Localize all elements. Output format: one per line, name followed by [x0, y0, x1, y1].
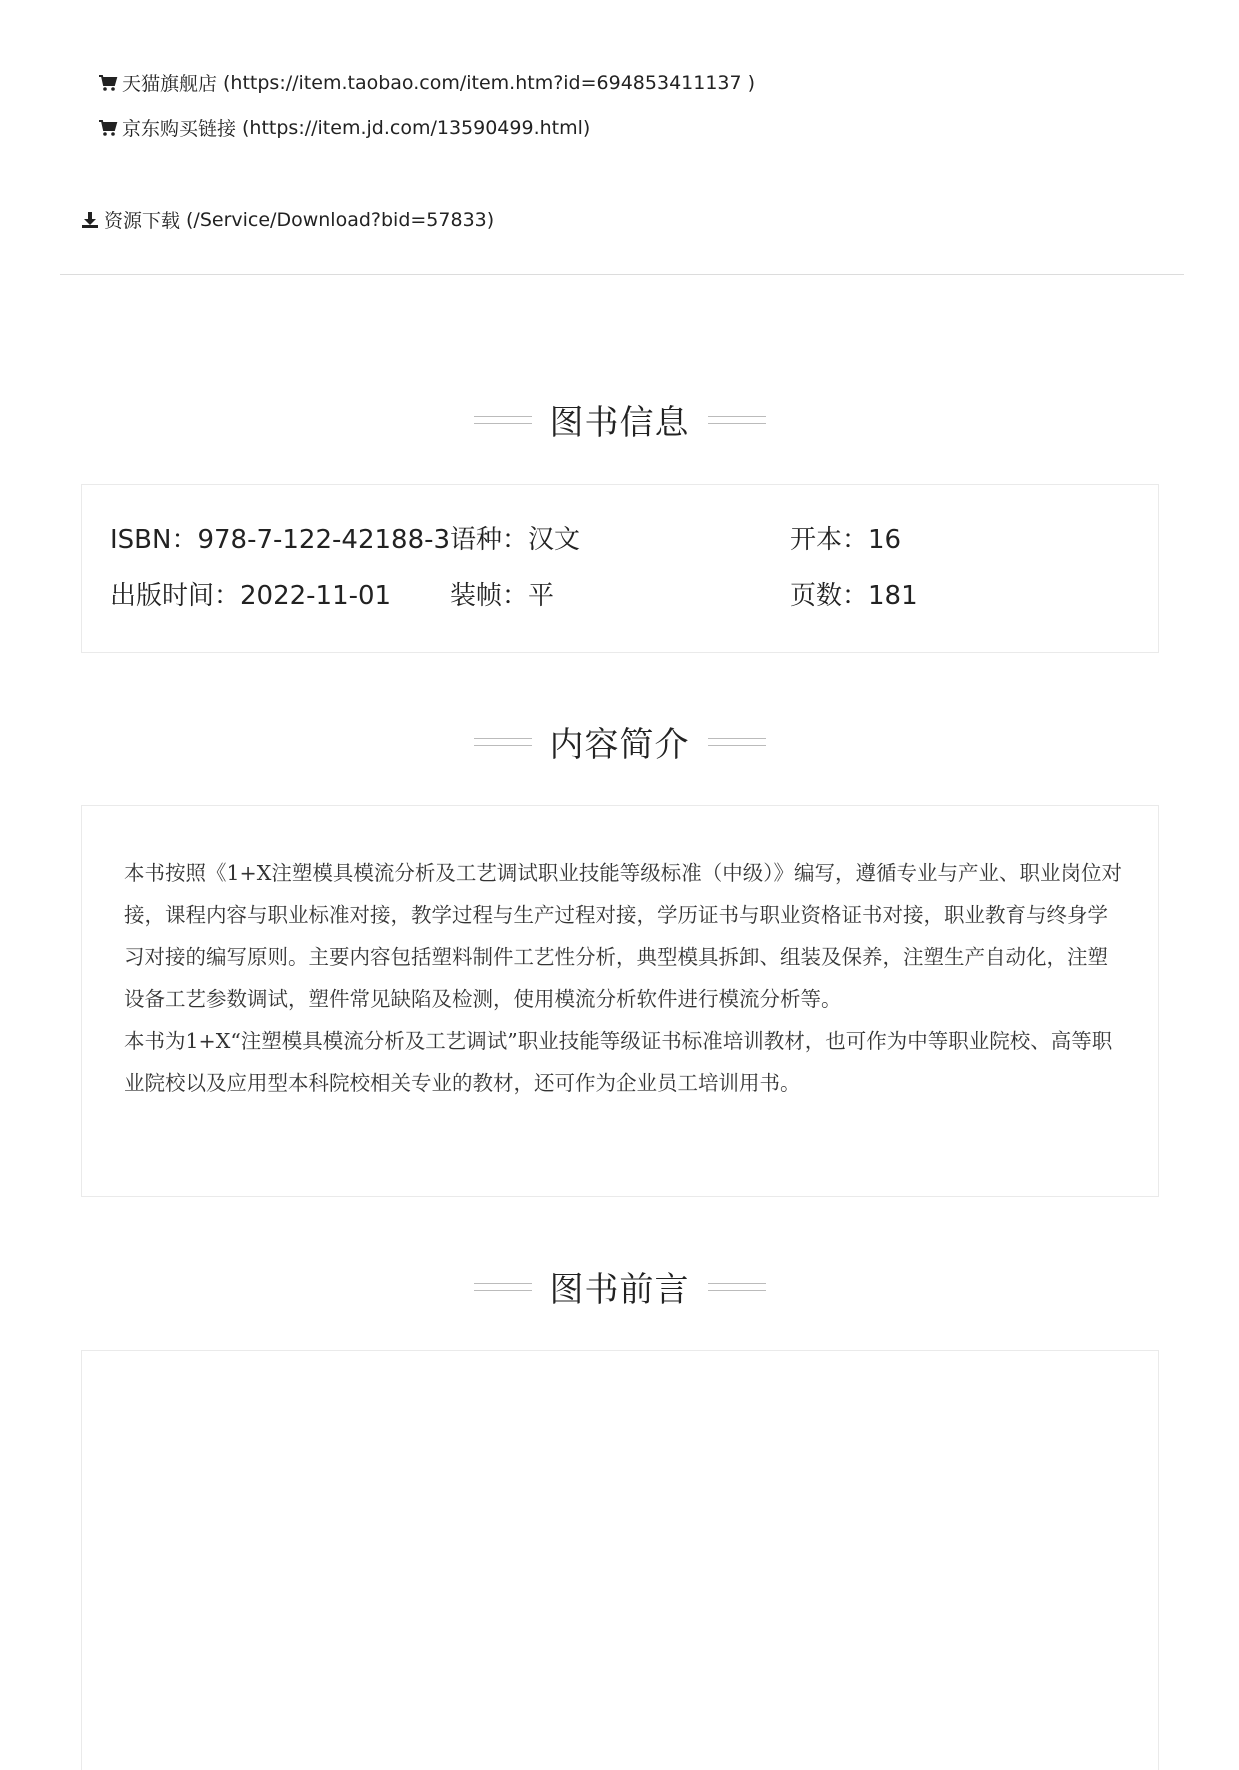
summary-paragraph: 本书为1+X“注塑模具模流分析及工艺调试”职业技能等级证书标准培训教材，也可作为中等职业院校、高等职业院校以及应用型本科院校相关专业的教材，还可作为企业员工培训用书。 — [124, 1029, 1113, 1095]
book-info-heading — [0, 395, 1239, 444]
preface-heading — [0, 1262, 1239, 1311]
isbn-field: ISBN：978-7-122-42188-3 — [110, 525, 451, 555]
tmall-link-row — [98, 69, 755, 96]
summary-paragraph: 本书按照《1+X注塑模具模流分析及工艺调试职业技能等级标准（中级）》编写，遵循专业与产业、职业岗位对接，课程内容与职业标准对接，教学过程与生产过程对接，学历证书与职业资格证书对接，职业教育与终身学习对接的编写原则。主要内容包括塑料制件工艺性分析，典型模具拆卸、组装及保养，注塑生产自动化，注塑设备工艺参数调试，塑件常见缺陷及检测，使用模流分析软件进行模流分析等。 — [124, 861, 1123, 1011]
summary-text — [124, 852, 1124, 1104]
download-link-row — [80, 206, 494, 233]
download-label[interactable]: 资源下载 — [104, 210, 181, 232]
book-info-card — [81, 484, 1159, 653]
summary-card — [81, 805, 1159, 1197]
pages-field: 页数：181 — [790, 581, 918, 611]
jd-link-url[interactable]: (https://item.jd.com/13590499.html) — [242, 116, 591, 139]
section-divider — [60, 274, 1184, 275]
download-icon — [80, 210, 100, 230]
book-info-grid — [110, 519, 1090, 631]
jd-link-label[interactable]: 京东购买链接 — [122, 118, 237, 140]
heading-decoration-right — [708, 1283, 766, 1291]
heading-decoration-right — [708, 416, 766, 424]
jd-link-row — [98, 114, 590, 141]
format-field: 开本：16 — [790, 525, 902, 555]
tmall-link-label[interactable]: 天猫旗舰店 — [122, 73, 218, 95]
heading-decoration-left — [474, 416, 532, 424]
cart-icon — [98, 73, 118, 93]
download-url[interactable]: (/Service/Download?bid=57833) — [186, 208, 495, 231]
preface-card — [81, 1350, 1159, 1770]
cart-icon — [98, 118, 118, 138]
summary-title: 内容简介 — [549, 725, 690, 765]
heading-decoration-left — [474, 738, 532, 746]
heading-decoration-left — [474, 1283, 532, 1291]
publish-date-field: 出版时间：2022-11-01 — [110, 581, 392, 611]
binding-field: 装帧：平 — [450, 581, 555, 611]
preface-title: 图书前言 — [549, 1270, 690, 1310]
language-field: 语种：汉文 — [450, 525, 581, 555]
heading-decoration-right — [708, 738, 766, 746]
tmall-link-url[interactable]: (https://item.taobao.com/item.htm?id=694853411137 ) — [223, 71, 756, 94]
book-info-title: 图书信息 — [549, 403, 690, 443]
summary-heading — [0, 717, 1239, 766]
